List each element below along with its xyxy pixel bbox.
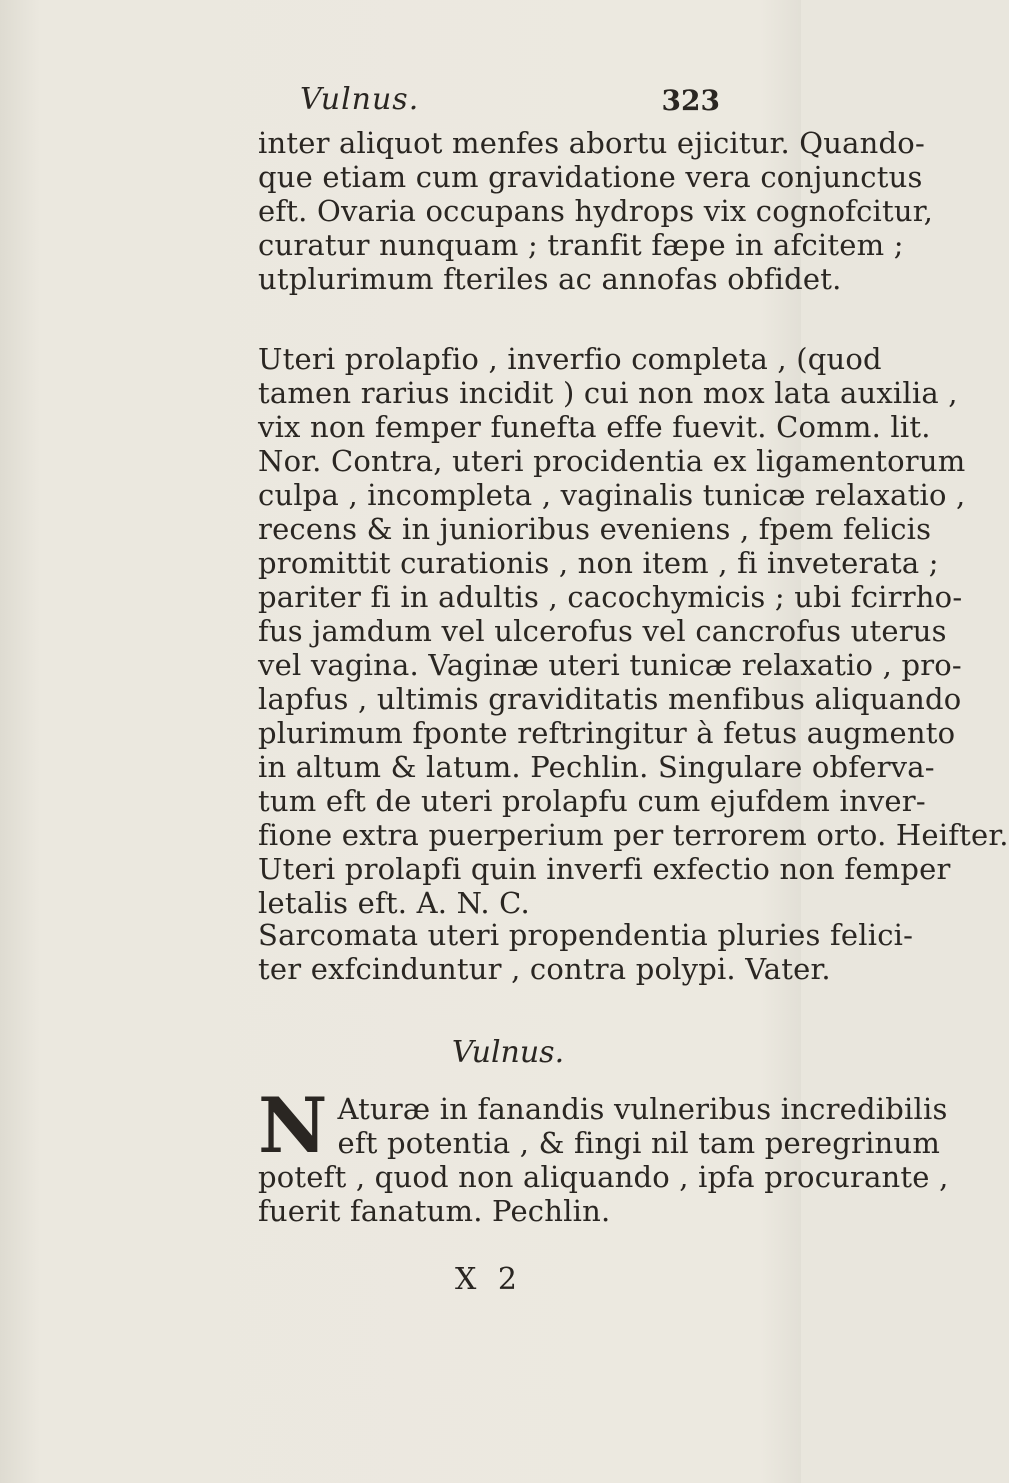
page-number: 323 bbox=[661, 84, 720, 117]
text-line: tum eft de uteri prolapfu cum ejufdem inver- bbox=[258, 784, 926, 818]
text-line: Sarcomata uteri propendentia pluries felici- bbox=[258, 918, 914, 952]
paragraph-4 bbox=[258, 1081, 949, 1228]
signature-mark: X 2 bbox=[455, 1262, 523, 1297]
text-line: poteft , quod non aliquando , ipfa procurante , bbox=[258, 1160, 949, 1194]
text-line: Uteri prolapfio , inverfio completa , (quod bbox=[258, 342, 882, 376]
text-line: utplurimum fteriles ac annofas obfidet. bbox=[258, 262, 842, 296]
paragraph-1 bbox=[258, 126, 934, 296]
text-line: letalis eft. A. N. C. bbox=[258, 886, 530, 920]
text-line: Uteri prolapfi quin inverfi exfectio non femper bbox=[258, 852, 951, 886]
text-line: inter aliquot menfes abortu ejicitur. Quando- bbox=[258, 126, 925, 160]
paragraph-3 bbox=[258, 918, 914, 986]
text-line: Aturæ in fanandis vulneribus incredibilis bbox=[337, 1092, 948, 1126]
text-line: vel vagina. Vaginæ uteri tunicæ relaxatio , pro- bbox=[258, 648, 962, 682]
text-line: fuerit fanatum. Pechlin. bbox=[258, 1194, 611, 1228]
text-line: in altum & latum. Pechlin. Singulare obferva- bbox=[258, 750, 935, 784]
text-line: culpa , incompleta , vaginalis tunicæ relaxatio , bbox=[258, 478, 966, 512]
paragraph-2 bbox=[258, 342, 1009, 920]
text-line: tamen rarius incidit ) cui non mox lata auxilia , bbox=[258, 376, 958, 410]
text-line: vix non femper funefta effe fuevit. Comm. lit. bbox=[258, 410, 931, 444]
text-line: que etiam cum gravidatione vera conjunctus bbox=[258, 160, 923, 194]
text-line: curatur nunquam ; tranfit fæpe in afcitem ; bbox=[258, 228, 904, 262]
text-line: Nor. Contra, uteri procidentia ex ligamentorum bbox=[258, 444, 966, 478]
text-line: fione extra puerperium per terrorem orto. Heifter. bbox=[258, 818, 1009, 852]
text-line: plurimum fponte reftringitur à fetus augmento bbox=[258, 716, 956, 750]
text-line: pariter fi in adultis , cacochymicis ; ubi fcirrho- bbox=[258, 580, 963, 614]
text-line: promittit curationis , non item , fi inveterata ; bbox=[258, 546, 939, 580]
text-line: lapfus , ultimis graviditatis menfibus aliquando bbox=[258, 682, 962, 716]
text-line: eft. Ovaria occupans hydrops vix cognofcitur, bbox=[258, 194, 934, 228]
text-line: recens & in junioribus eveniens , fpem felicis bbox=[258, 512, 932, 546]
text-line: eft potentia , & fingi nil tam peregrinum bbox=[337, 1126, 941, 1160]
page-header bbox=[300, 82, 720, 122]
text-line: fus jamdum vel ulcerofus vel cancrofus uterus bbox=[258, 614, 947, 648]
section-heading: Vulnus. bbox=[451, 1035, 565, 1070]
running-title: Vulnus. bbox=[300, 82, 420, 117]
text-line: ter exfcinduntur , contra polypi. Vater. bbox=[258, 952, 831, 986]
drop-cap: N bbox=[258, 1081, 328, 1170]
